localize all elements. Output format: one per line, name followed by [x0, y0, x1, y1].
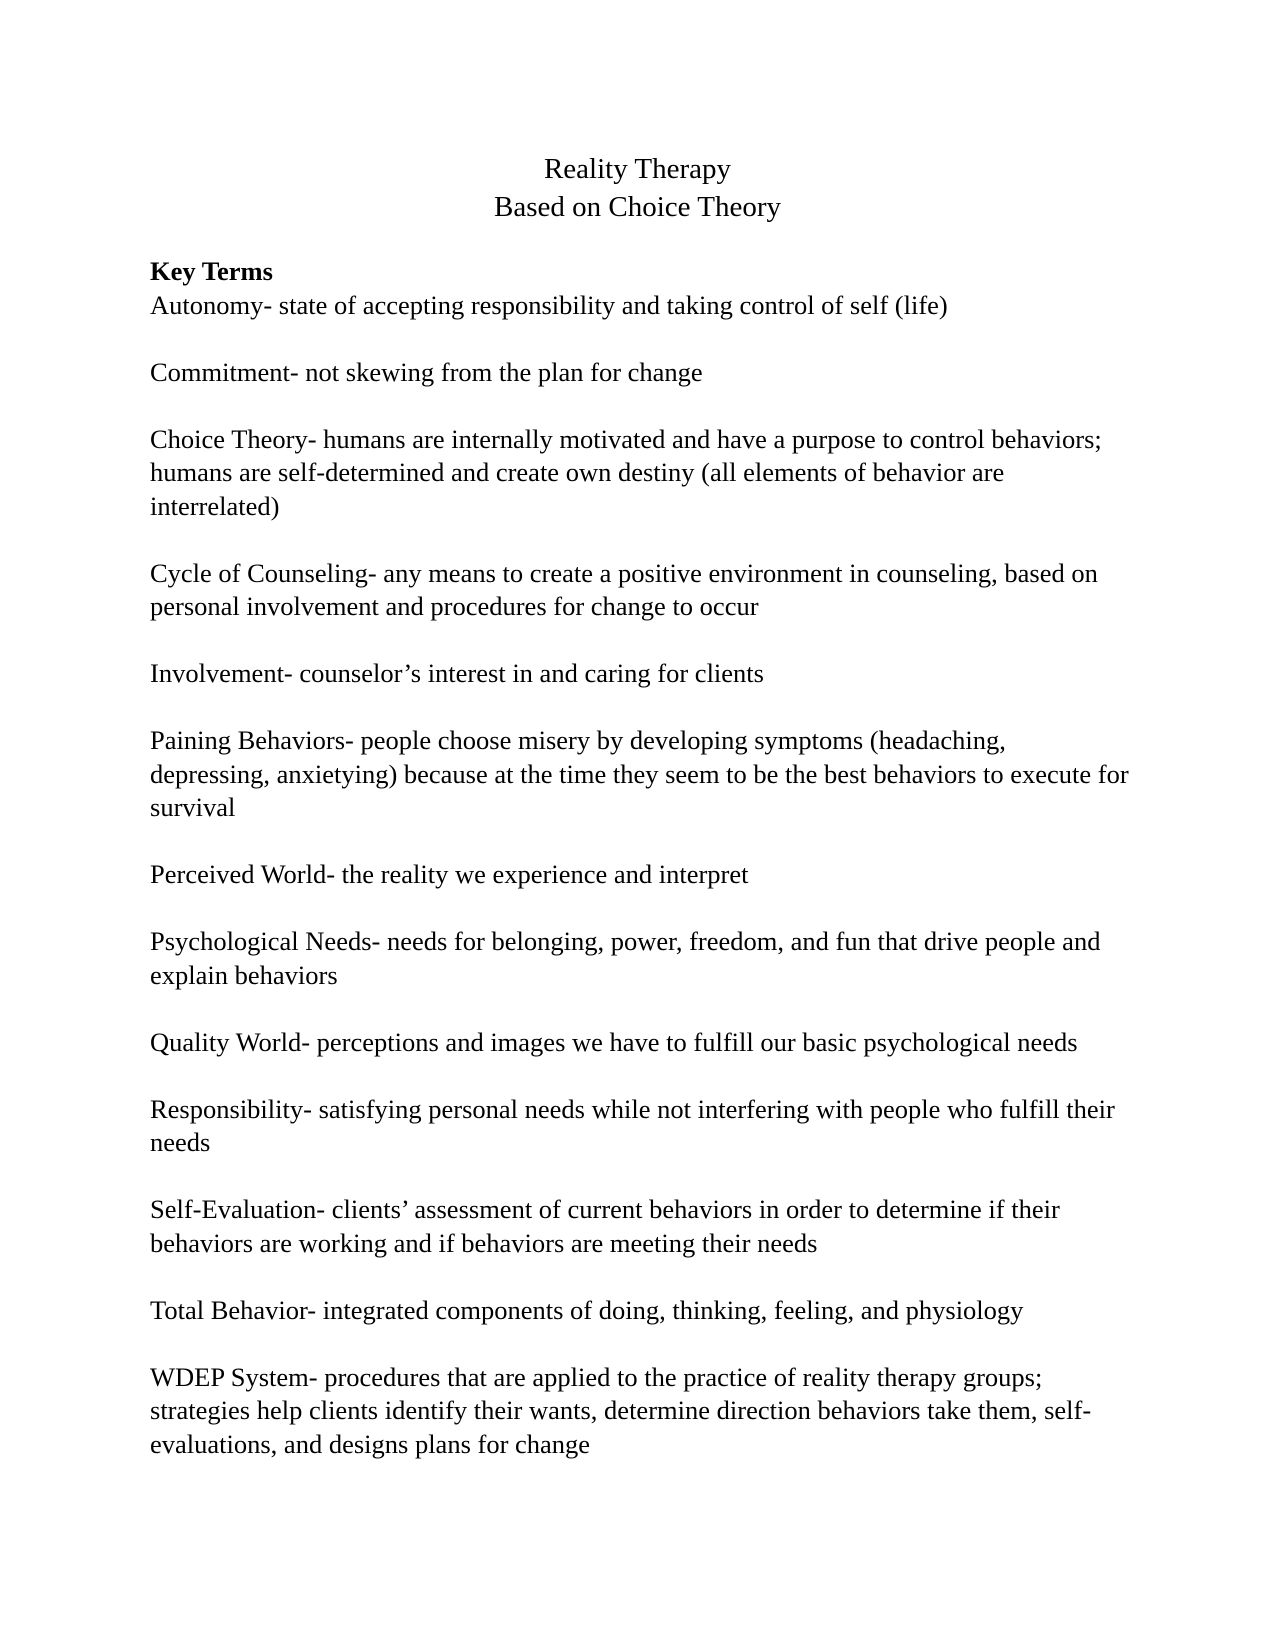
term-self-evaluation: Self-Evaluation- clients’ assessment of current behaviors in order to determine if their behaviors are working and if behaviors are meeting their needs: [150, 1194, 1060, 1258]
term-paining-behaviors: Paining Behaviors- people choose misery by developing symptoms (headaching, depressing, anxietying) because at the time they seem to be the best behaviors to execute for survival: [150, 725, 1129, 822]
term-responsibility: Responsibility- satisfying personal needs while not interfering with people who fulfill their needs: [150, 1093, 1115, 1157]
key-terms-section: [150, 255, 1130, 1461]
term-autonomy: Autonomy- state of accepting responsibility and taking control of self (life): [150, 289, 948, 320]
term-commitment: Commitment- not skewing from the plan for change: [150, 356, 703, 387]
term-perceived-world: Perceived World- the reality we experience and interpret: [150, 859, 749, 889]
section-heading: Key Terms: [150, 256, 273, 286]
term-quality-world: Quality World- perceptions and images we have to fulfill our basic psychological needs: [150, 1026, 1078, 1057]
term-cycle-of-counseling: Cycle of Counseling- any means to create a positive environment in counseling, based on personal involvement and procedures for change to occur: [150, 557, 1098, 621]
document-subtitle: Based on Choice Theory: [494, 191, 781, 223]
term-wdep-system: WDEP System- procedures that are applied to the practice of reality therapy groups; strategies help clients identify their wants, determine direction behaviors take them, self-evaluations, and designs plans for change: [150, 1361, 1092, 1459]
term-psychological-needs: Psychological Needs- needs for belonging, power, freedom, and fun that drive people and explain behaviors: [150, 926, 1101, 990]
term-involvement: Involvement- counselor’s interest in and caring for clients: [150, 658, 764, 688]
title-block: [0, 150, 1275, 226]
term-choice-theory: Choice Theory- humans are internally motivated and have a purpose to control behaviors; humans are self-determined and create own destiny (all elements of behavior are interrelated): [150, 423, 1102, 521]
document-title: Reality Therapy: [543, 153, 732, 185]
term-total-behavior: Total Behavior- integrated components of doing, thinking, feeling, and physiology: [150, 1294, 1024, 1325]
